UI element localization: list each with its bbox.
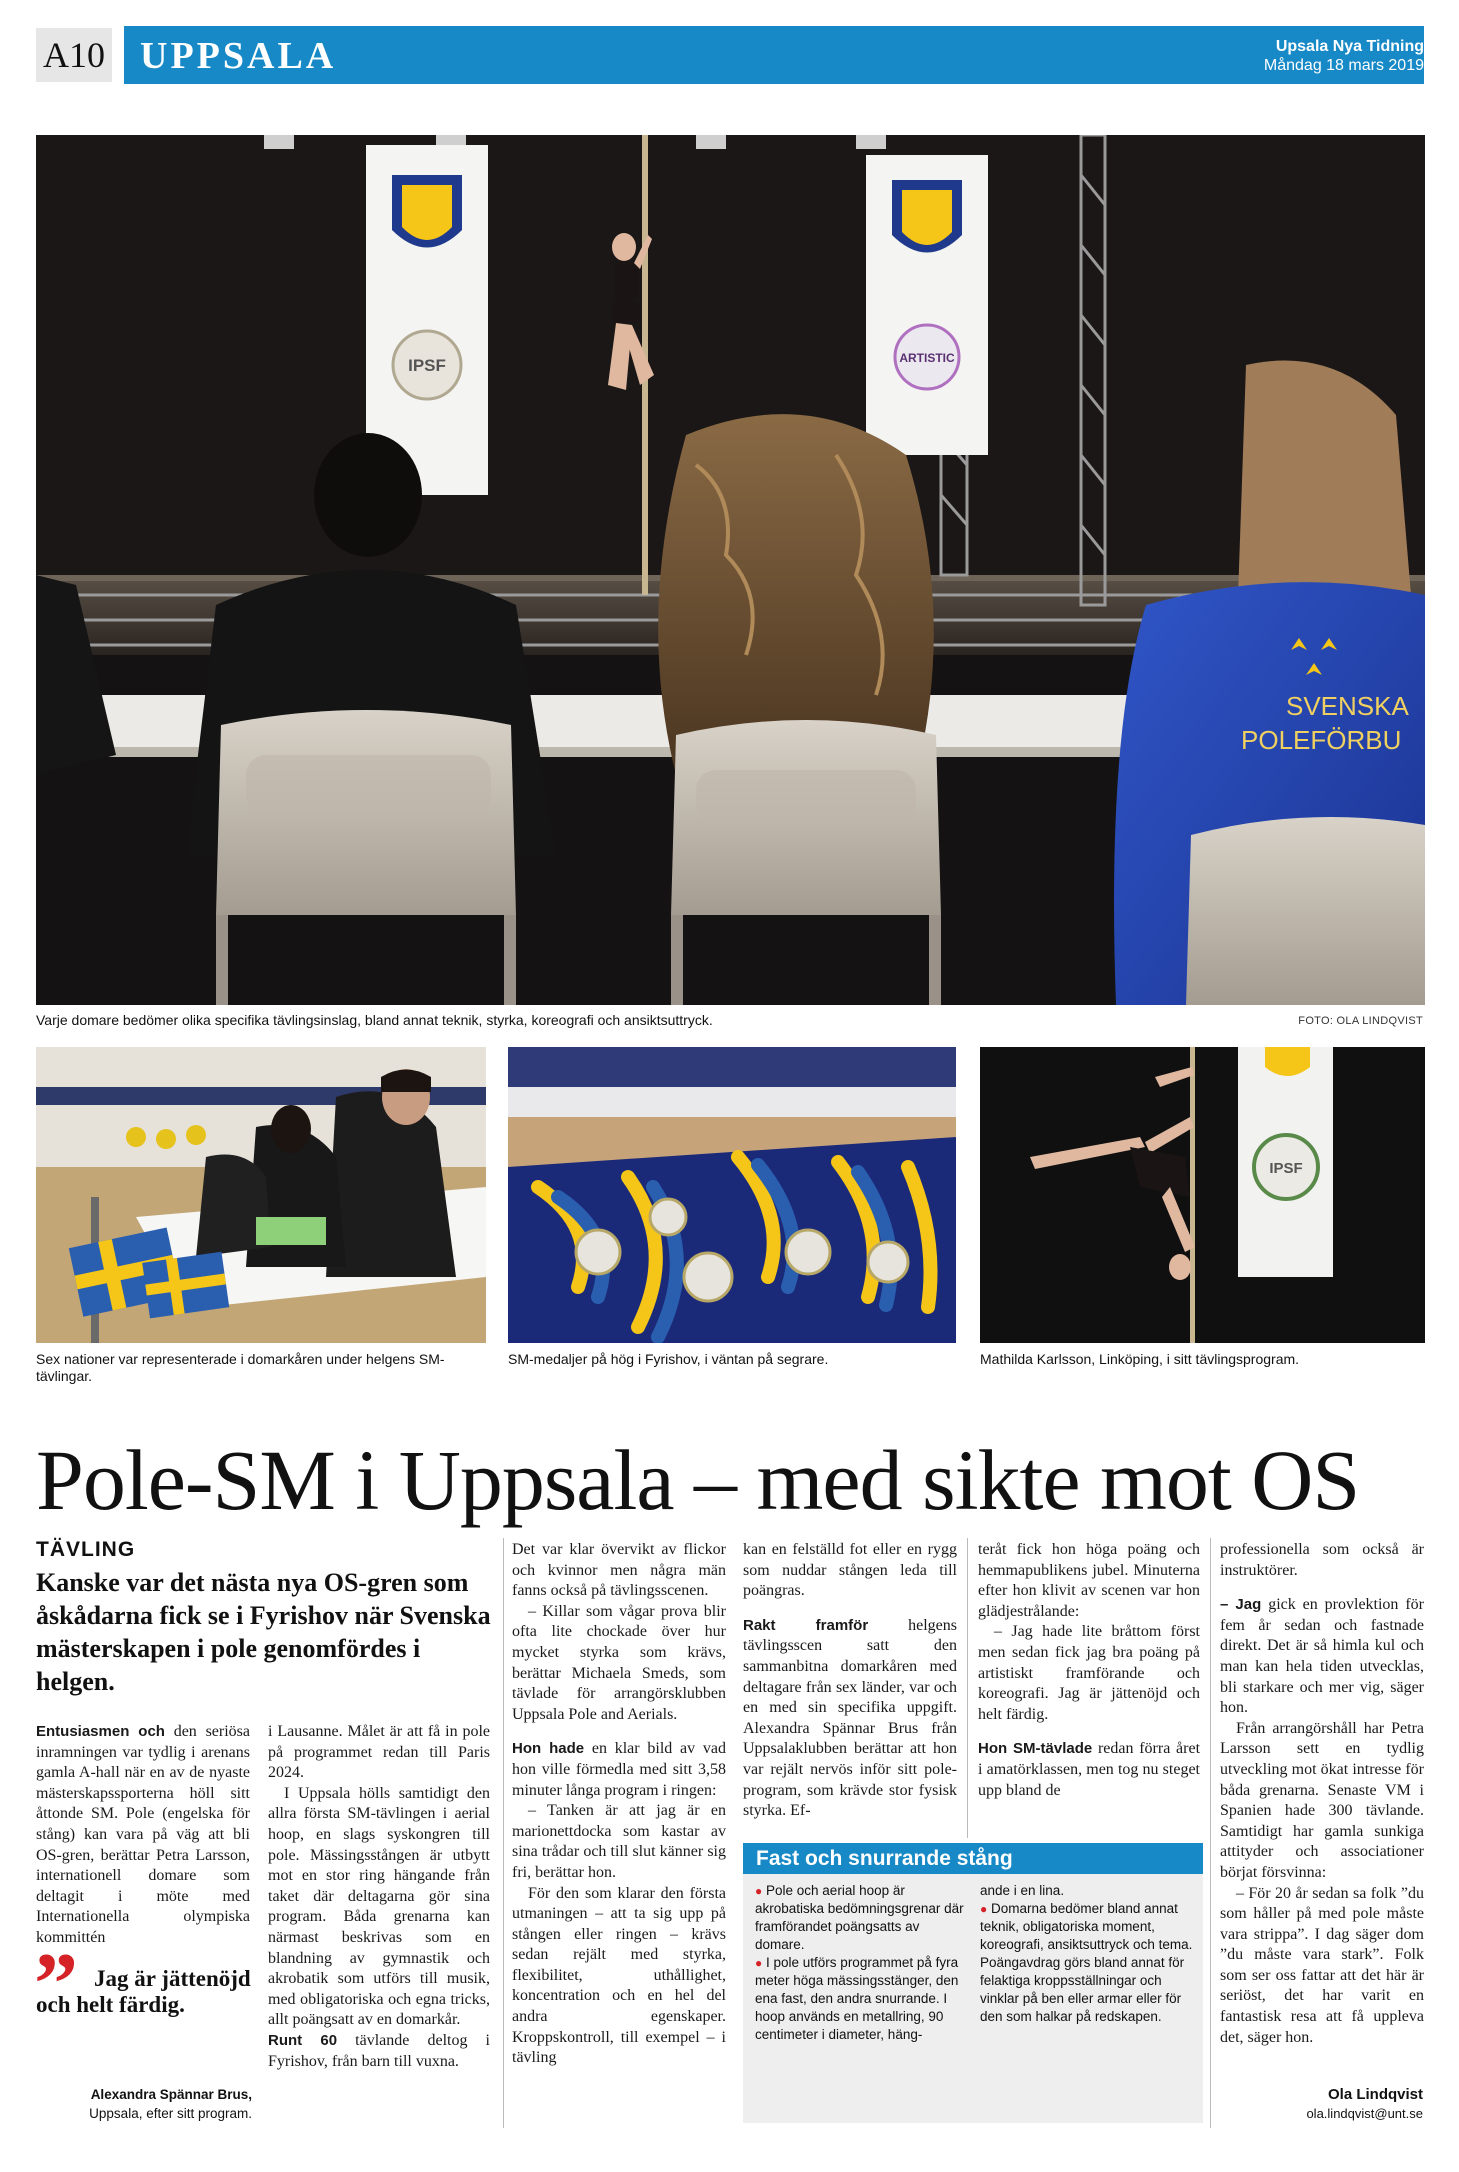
column-2-text: tävlande deltog i Fyrishov, från barn till vuxna.: [268, 2031, 490, 2070]
author-email[interactable]: ola.lindqvist@unt.se: [1306, 2106, 1423, 2121]
pull-quote: Jag är jättenöjd och helt färdig.: [36, 1966, 251, 2017]
column-2-paragraph: I Uppsala hölls samtidigt den allra första SM-tävlingen i aerial hoop, en slags syskongren till pole. Mässingsstången är utbytt mot en stor ring hängande från taket där deltagarna gör sina program. Båda grenarna kan närmast beskrivas som en blandning av gymnastik och akrobatik som utförs till musik, med obligatoriska och egna tricks, allt poängsatt av en domarkår.: [268, 1784, 490, 2029]
jacket-text-1: SVENSKA: [1286, 691, 1409, 721]
fact-item: ande i en lina.: [980, 1883, 1065, 1898]
column-rule: [1210, 1538, 1211, 2128]
column-rule: [503, 1538, 504, 2128]
fact-item: Pole och aerial hoop är akrobatiska bedömningsgrenar där framförandet poängsatts av domare.: [755, 1883, 964, 1952]
fact-box-column-left: [755, 1882, 969, 2044]
photo-credit: FOTO: OLA LINDQVIST: [1298, 1015, 1423, 1027]
column-5-text: redan förra året i amatörklassen, men tog nu steget upp bland de: [978, 1740, 1201, 1799]
body-column-5: [978, 1540, 1200, 1801]
artistic-logo: ARTISTIC: [899, 351, 955, 365]
bullet-icon: ●: [755, 1884, 763, 1898]
byline: Ola Lindqvist: [1327, 2086, 1423, 2103]
pole-performer-image: [980, 1047, 1425, 1343]
issue-date: Måndag 18 mars 2019: [1263, 57, 1424, 74]
column-rule: [967, 1538, 968, 1838]
page-number: A10: [36, 28, 112, 82]
column-5-paragraph: – Jag hade lite bråttom först men sedan fick jag bra poäng på artistiskt framförande och koreografi. Jag är jättenöjd och helt färdig.: [978, 1623, 1200, 1723]
main-photo: [36, 135, 1425, 1005]
column-3-paragraph: Det var klar övervikt av flickor och kvinnor men några män fanns också på tävlingsscenen.: [512, 1541, 726, 1600]
column-4-lead: Rakt framför: [743, 1616, 869, 1634]
bullet-icon: ●: [755, 1956, 763, 1970]
column-6-paragraph: Från arrangörshåll har Petra Larsson sett en tydlig utveckling mot ökat intresse för båda grenarna. Senaste VM i Spanien hade 300 tävlande. Samtidigt har gamla sunkiga attityder och associationer börjat försvinna:: [1220, 1719, 1424, 1881]
jacket-text-2: POLEFÖRBU: [1241, 725, 1402, 755]
column-3-lead: Hon hade: [512, 1740, 585, 1758]
body-column-3: [512, 1540, 726, 2069]
column-4-text: helgens tävlingsscen satt den sammanbitna domarkåren med deltagare från sex länder, var och en med sin specifika uppgift. Alexandra Spännar Brus från Uppsalaklubben berättar att hon var rejält nervös inför sitt pole-program, som krävde stor fysisk styrka. Ef-: [743, 1616, 957, 1820]
judges-photo: [36, 1047, 486, 1343]
column-3-paragraph: – Killar som vågar prova blir ofta lite chockade över hur mycket styrka som krävs, berättar Michaela Smeds, som tävlade för arrangörsklubben Uppsala Pole and Aerials.: [512, 1602, 726, 1723]
body-column-4: [743, 1540, 957, 1822]
fact-item: I pole utförs programmet på fyra meter höga mässingsstänger, den ena fast, den andra snurrande. I hoop används en metallring, 90 centimeter i diameter, häng-: [755, 1955, 959, 2042]
kicker: TÄVLING: [36, 1538, 136, 1561]
quote-source: [36, 2085, 252, 2123]
judges-at-table-image: [36, 1047, 486, 1343]
column-5-lead: Hon SM-tävlade: [978, 1740, 1093, 1758]
column-6-paragraph: professionella som också är instruktörer.: [1220, 1541, 1424, 1579]
medals-photo: [508, 1047, 956, 1343]
judges-photo-caption: Sex nationer var representerade i domarkåren under helgens SM-tävlingar.: [36, 1351, 445, 1384]
pole-photo-caption: Mathilda Karlsson, Linköping, i sitt tävlingsprogram.: [980, 1351, 1300, 1367]
column-4-paragraph: kan en felställd fot eller en rygg som nuddar stången leda till poängras.: [743, 1541, 957, 1600]
main-photo-caption: Varje domare bedömer olika specifika tävlingsinslag, bland annat teknik, styrka, koreografi och ansiktsuttryck.: [36, 1012, 713, 1028]
quote-source-name: Alexandra Spännar Brus,: [90, 2087, 252, 2102]
column-6-lead: – Jag: [1220, 1596, 1262, 1614]
quote-source-desc: Uppsala, efter sitt program.: [89, 2106, 252, 2121]
section-name: UPPSALA: [140, 35, 337, 77]
headline: Pole-SM i Uppsala – med sikte mot OS: [36, 1432, 1360, 1528]
column-3-paragraph: – Tanken är att jag är en marionettdocka som kastar av sina trådar och till slut känner sig fri, berättar hon.: [512, 1802, 726, 1881]
fact-box-column-right: [980, 1882, 1194, 2026]
fact-item: Domarna bedömer bland annat teknik, obligatoriska moment, koreografi, ansiktsuttryck och tema. Poängavdrag görs bland annat för felaktiga kroppsställningar och vinklar på ben eller armar eller för den som halkar på redskapen.: [980, 1901, 1193, 2024]
column-2-paragraph: i Lausanne. Målet är att få in pole på programmet redan till Paris 2024.: [268, 1723, 490, 1782]
medals-photo-caption: SM-medaljer på hög i Fyrishov, i väntan på segrare.: [508, 1351, 829, 1367]
body-column-6: [1220, 1540, 1424, 2048]
judges-watching-pole-performance-image: [36, 135, 1425, 1005]
newspaper-name: Upsala Nya Tidning: [1275, 38, 1424, 55]
column-6-paragraph: – För 20 år sedan sa folk ”du som håller på med pole måste vara strippa”. I dag säger dom ”du måste vara stark”. Folk som ser oss fattar att det här är seriöst, det har varit en fantastisk resa att få uppleva det, säger hon.: [1220, 1884, 1424, 2046]
bullet-icon: ●: [980, 1902, 988, 1916]
column-1-text: den seriösa inramningen var tydlig i arenans gamla A-hall när en av de nyaste mästerskapssporterna höll sitt åttonde SM. Pole (engelska för stång) kan vara på väg att bli OS-gren, berättar Petra Larsson, internationell domare som deltagit i möte med Internationella olympiska kommittén: [36, 1723, 250, 1946]
ipsf-logo: IPSF: [408, 356, 446, 375]
body-column-2: [268, 1722, 490, 2072]
column-6-text: gick en provlektion för fem år sedan och fastnade direkt. Det är så himla kul och man kan hela tiden utvecklas, bli starkare och mer vig, säger hon.: [1220, 1596, 1425, 1717]
ingress: Kanske var det nästa nya OS-gren som åskådarna fick se i Fyrishov när Svenska mästerskapen i pole genomfördes i helgen.: [36, 1568, 491, 1696]
column-3-paragraph: För den som klarar den första utmaningen – att ta sig upp på stången eller ringen – krävs sedan rejält med styrka, flexibilitet, uthållighet, koncentration och en hel del andra egenskaper. Kroppskontroll, till exempel – i tävling: [512, 1884, 726, 2067]
column-2-lead: Runt 60: [268, 2031, 338, 2049]
medals-pile-image: [508, 1047, 956, 1343]
quote-mark: ”: [34, 1936, 70, 2033]
ipsf-banner-logo: IPSF: [1269, 1160, 1303, 1177]
column-1-lead: Entusiasmen och: [36, 1723, 165, 1740]
column-5-paragraph: teråt fick hon höga poäng och hemmapublikens jubel. Minuterna efter hon klivit av scenen var hon glädjestrålande:: [978, 1541, 1200, 1620]
fact-box-title: Fast och snurrande stång: [743, 1843, 1203, 1874]
pole-photo: [980, 1047, 1425, 1343]
column-3-text: en klar bild av vad hon ville förmedla med sitt 3,58 minuter långa program i ringen:: [512, 1740, 726, 1799]
body-column-1: [36, 1722, 250, 1949]
